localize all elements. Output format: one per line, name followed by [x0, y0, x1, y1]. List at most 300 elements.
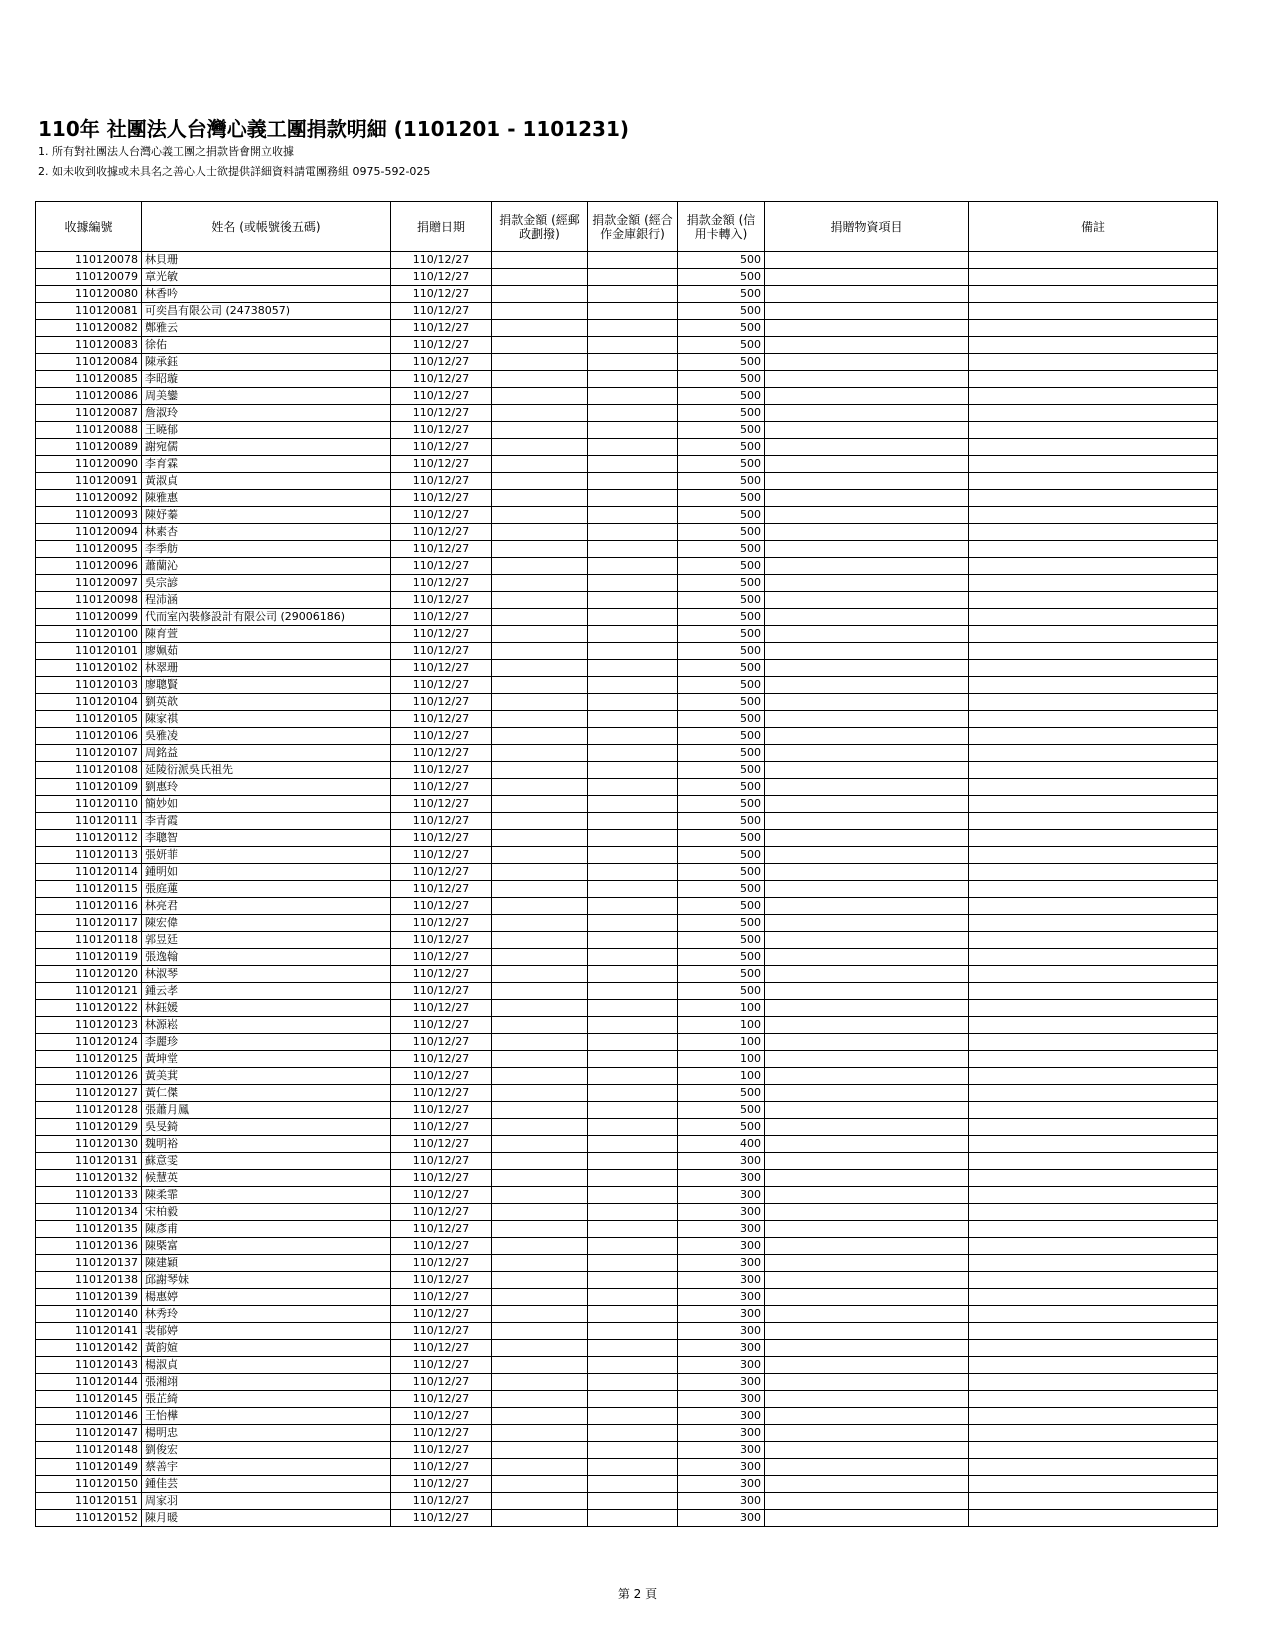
amount-card-cell: 500 [678, 456, 765, 473]
remarks-cell [969, 320, 1218, 337]
donation-date-cell: 110/12/27 [391, 371, 492, 388]
receipt-no-cell: 110120129 [36, 1119, 142, 1136]
donated-items-cell [765, 1034, 969, 1051]
receipt-no-cell: 110120084 [36, 354, 142, 371]
donated-items-cell [765, 1323, 969, 1340]
amount-bank-cell [588, 694, 678, 711]
amount-card-cell: 500 [678, 677, 765, 694]
table-row [36, 1408, 1218, 1425]
remarks-cell [969, 1153, 1218, 1170]
amount-bank-cell [588, 643, 678, 660]
receipt-no-cell: 110120110 [36, 796, 142, 813]
receipt-no-cell: 110120090 [36, 456, 142, 473]
remarks-cell [969, 252, 1218, 269]
amount-card-cell: 300 [678, 1153, 765, 1170]
donor-name-cell: 周美鑾 [142, 388, 391, 405]
amount-bank-cell [588, 575, 678, 592]
donated-items-cell [765, 303, 969, 320]
donor-name-cell: 裴郁婷 [142, 1323, 391, 1340]
table-row [36, 1068, 1218, 1085]
amount-post-cell [492, 1102, 588, 1119]
donated-items-cell [765, 983, 969, 1000]
remarks-cell [969, 286, 1218, 303]
table-row [36, 796, 1218, 813]
donation-date-cell: 110/12/27 [391, 1442, 492, 1459]
amount-bank-cell [588, 1272, 678, 1289]
remarks-cell [969, 1051, 1218, 1068]
remarks-cell [969, 1255, 1218, 1272]
table-row [36, 898, 1218, 915]
amount-bank-cell [588, 558, 678, 575]
donation-date-cell: 110/12/27 [391, 388, 492, 405]
receipt-no-cell: 110120122 [36, 1000, 142, 1017]
header-amount-post: 捐款金額 (經郵政劃撥) [492, 202, 588, 252]
donation-date-cell: 110/12/27 [391, 745, 492, 762]
amount-bank-cell [588, 354, 678, 371]
table-row [36, 337, 1218, 354]
table-row [36, 1340, 1218, 1357]
receipt-no-cell: 110120117 [36, 915, 142, 932]
table-row [36, 728, 1218, 745]
amount-bank-cell [588, 1459, 678, 1476]
amount-bank-cell [588, 898, 678, 915]
remarks-cell [969, 779, 1218, 796]
donor-name-cell: 陳家祺 [142, 711, 391, 728]
donated-items-cell [765, 1442, 969, 1459]
donated-items-cell [765, 405, 969, 422]
donated-items-cell [765, 1238, 969, 1255]
donation-date-cell: 110/12/27 [391, 660, 492, 677]
donor-name-cell: 章光敏 [142, 269, 391, 286]
receipt-no-cell: 110120085 [36, 371, 142, 388]
amount-card-cell: 500 [678, 609, 765, 626]
amount-card-cell: 500 [678, 1102, 765, 1119]
receipt-no-cell: 110120112 [36, 830, 142, 847]
amount-card-cell: 300 [678, 1238, 765, 1255]
amount-post-cell [492, 1017, 588, 1034]
donor-name-cell: 林淑琴 [142, 966, 391, 983]
header-amount-bank: 捐款金額 (經合作金庫銀行) [588, 202, 678, 252]
donated-items-cell [765, 864, 969, 881]
amount-bank-cell [588, 626, 678, 643]
donor-name-cell: 吳旻錡 [142, 1119, 391, 1136]
receipt-no-cell: 110120126 [36, 1068, 142, 1085]
amount-post-cell [492, 252, 588, 269]
amount-post-cell [492, 1085, 588, 1102]
remarks-cell [969, 1272, 1218, 1289]
donated-items-cell [765, 252, 969, 269]
donated-items-cell [765, 422, 969, 439]
remarks-cell [969, 830, 1218, 847]
amount-bank-cell [588, 813, 678, 830]
donation-date-cell: 110/12/27 [391, 694, 492, 711]
donated-items-cell [765, 1391, 969, 1408]
receipt-no-cell: 110120121 [36, 983, 142, 1000]
remarks-cell [969, 660, 1218, 677]
amount-bank-cell [588, 456, 678, 473]
donor-name-cell: 黃韵媗 [142, 1340, 391, 1357]
amount-post-cell [492, 1374, 588, 1391]
remarks-cell [969, 1085, 1218, 1102]
donor-name-cell: 楊惠婷 [142, 1289, 391, 1306]
document-title: 110年 社團法人台灣心義工團捐款明細 (1101201 - 1101231) [38, 117, 630, 141]
donation-date-cell: 110/12/27 [391, 898, 492, 915]
remarks-cell [969, 1459, 1218, 1476]
table-row [36, 371, 1218, 388]
amount-post-cell [492, 269, 588, 286]
table-row [36, 1051, 1218, 1068]
amount-card-cell: 500 [678, 1085, 765, 1102]
table-row [36, 915, 1218, 932]
donor-name-cell: 張湘翊 [142, 1374, 391, 1391]
donation-date-cell: 110/12/27 [391, 1510, 492, 1527]
amount-post-cell [492, 371, 588, 388]
receipt-no-cell: 110120082 [36, 320, 142, 337]
donation-date-cell: 110/12/27 [391, 881, 492, 898]
amount-post-cell [492, 677, 588, 694]
donated-items-cell [765, 1408, 969, 1425]
amount-bank-cell [588, 830, 678, 847]
amount-post-cell [492, 1238, 588, 1255]
amount-card-cell: 300 [678, 1204, 765, 1221]
donation-date-cell: 110/12/27 [391, 1119, 492, 1136]
receipt-no-cell: 110120083 [36, 337, 142, 354]
amount-card-cell: 500 [678, 541, 765, 558]
donation-date-cell: 110/12/27 [391, 915, 492, 932]
donation-date-cell: 110/12/27 [391, 524, 492, 541]
donation-date-cell: 110/12/27 [391, 1493, 492, 1510]
amount-post-cell [492, 694, 588, 711]
amount-card-cell: 500 [678, 779, 765, 796]
donated-items-cell [765, 507, 969, 524]
amount-card-cell: 100 [678, 1000, 765, 1017]
amount-card-cell: 300 [678, 1289, 765, 1306]
amount-post-cell [492, 1136, 588, 1153]
amount-bank-cell [588, 796, 678, 813]
donated-items-cell [765, 1119, 969, 1136]
table-row [36, 966, 1218, 983]
donated-items-cell [765, 575, 969, 592]
amount-post-cell [492, 1051, 588, 1068]
amount-post-cell [492, 1442, 588, 1459]
amount-post-cell [492, 524, 588, 541]
receipt-no-cell: 110120080 [36, 286, 142, 303]
table-row [36, 541, 1218, 558]
amount-bank-cell [588, 1510, 678, 1527]
donated-items-cell [765, 728, 969, 745]
amount-post-cell [492, 354, 588, 371]
donated-items-cell [765, 388, 969, 405]
receipt-no-cell: 110120111 [36, 813, 142, 830]
amount-post-cell [492, 1034, 588, 1051]
remarks-cell [969, 1238, 1218, 1255]
donated-items-cell [765, 1374, 969, 1391]
amount-post-cell [492, 490, 588, 507]
donor-name-cell: 張妍菲 [142, 847, 391, 864]
amount-card-cell: 300 [678, 1425, 765, 1442]
amount-card-cell: 500 [678, 847, 765, 864]
receipt-no-cell: 110120142 [36, 1340, 142, 1357]
amount-card-cell: 100 [678, 1017, 765, 1034]
contact-note: 2. 如未收到收據或未具名之善心人士欲提供詳細資料請電團務組 0975-592-025 [38, 165, 431, 178]
table-row [36, 660, 1218, 677]
donated-items-cell [765, 1136, 969, 1153]
donated-items-cell [765, 1459, 969, 1476]
donated-items-cell [765, 711, 969, 728]
amount-post-cell [492, 762, 588, 779]
remarks-cell [969, 711, 1218, 728]
donation-date-cell: 110/12/27 [391, 354, 492, 371]
amount-card-cell: 300 [678, 1442, 765, 1459]
remarks-cell [969, 541, 1218, 558]
donated-items-cell [765, 1221, 969, 1238]
amount-bank-cell [588, 1289, 678, 1306]
receipt-no-cell: 110120099 [36, 609, 142, 626]
table-row [36, 1170, 1218, 1187]
donation-date-cell: 110/12/27 [391, 864, 492, 881]
remarks-cell [969, 1408, 1218, 1425]
donor-name-cell: 廖姵茹 [142, 643, 391, 660]
table-row [36, 1442, 1218, 1459]
donated-items-cell [765, 490, 969, 507]
donation-date-cell: 110/12/27 [391, 1374, 492, 1391]
amount-post-cell [492, 1493, 588, 1510]
donated-items-cell [765, 830, 969, 847]
table-row [36, 592, 1218, 609]
donated-items-cell [765, 354, 969, 371]
table-row [36, 694, 1218, 711]
receipt-no-cell: 110120146 [36, 1408, 142, 1425]
donated-items-cell [765, 847, 969, 864]
amount-card-cell: 500 [678, 303, 765, 320]
amount-card-cell: 500 [678, 388, 765, 405]
donation-date-cell: 110/12/27 [391, 847, 492, 864]
amount-post-cell [492, 1408, 588, 1425]
amount-post-cell [492, 286, 588, 303]
remarks-cell [969, 1170, 1218, 1187]
receipt-no-cell: 110120138 [36, 1272, 142, 1289]
amount-card-cell: 500 [678, 286, 765, 303]
donated-items-cell [765, 966, 969, 983]
donation-date-cell: 110/12/27 [391, 1102, 492, 1119]
donated-items-cell [765, 541, 969, 558]
amount-post-cell [492, 473, 588, 490]
receipt-no-cell: 110120115 [36, 881, 142, 898]
amount-card-cell: 500 [678, 490, 765, 507]
amount-card-cell: 500 [678, 711, 765, 728]
donation-date-cell: 110/12/27 [391, 626, 492, 643]
donor-name-cell: 李季舫 [142, 541, 391, 558]
receipt-no-cell: 110120149 [36, 1459, 142, 1476]
remarks-cell [969, 762, 1218, 779]
receipt-no-cell: 110120100 [36, 626, 142, 643]
donor-name-cell: 周銘益 [142, 745, 391, 762]
receipt-no-cell: 110120108 [36, 762, 142, 779]
table-row [36, 1476, 1218, 1493]
donation-date-cell: 110/12/27 [391, 575, 492, 592]
receipt-no-cell: 110120114 [36, 864, 142, 881]
receipt-no-cell: 110120104 [36, 694, 142, 711]
remarks-cell [969, 1119, 1218, 1136]
amount-bank-cell [588, 949, 678, 966]
amount-bank-cell [588, 507, 678, 524]
donation-date-cell: 110/12/27 [391, 1204, 492, 1221]
amount-post-cell [492, 575, 588, 592]
amount-card-cell: 300 [678, 1221, 765, 1238]
donation-date-cell: 110/12/27 [391, 473, 492, 490]
amount-card-cell: 300 [678, 1493, 765, 1510]
table-row [36, 456, 1218, 473]
donation-date-cell: 110/12/27 [391, 337, 492, 354]
donation-date-cell: 110/12/27 [391, 830, 492, 847]
remarks-cell [969, 915, 1218, 932]
amount-card-cell: 100 [678, 1051, 765, 1068]
amount-card-cell: 500 [678, 830, 765, 847]
remarks-cell [969, 337, 1218, 354]
donated-items-cell [765, 898, 969, 915]
amount-card-cell: 300 [678, 1476, 765, 1493]
donation-date-cell: 110/12/27 [391, 507, 492, 524]
table-row [36, 405, 1218, 422]
remarks-cell [969, 1136, 1218, 1153]
amount-post-cell [492, 949, 588, 966]
remarks-cell [969, 1034, 1218, 1051]
receipt-no-cell: 110120134 [36, 1204, 142, 1221]
header-items: 捐贈物資項目 [765, 202, 969, 252]
receipt-no-cell: 110120079 [36, 269, 142, 286]
amount-card-cell: 300 [678, 1187, 765, 1204]
donation-date-cell: 110/12/27 [391, 541, 492, 558]
remarks-cell [969, 847, 1218, 864]
donated-items-cell [765, 932, 969, 949]
donor-name-cell: 吳雅凌 [142, 728, 391, 745]
donation-date-cell: 110/12/27 [391, 303, 492, 320]
table-row [36, 1119, 1218, 1136]
amount-card-cell: 500 [678, 949, 765, 966]
amount-card-cell: 500 [678, 881, 765, 898]
donor-name-cell: 陳妤蓁 [142, 507, 391, 524]
donation-table [35, 201, 1218, 1527]
donor-name-cell: 張芷綺 [142, 1391, 391, 1408]
donor-name-cell: 蘇意雯 [142, 1153, 391, 1170]
header-name: 姓名 (或帳號後五碼) [142, 202, 391, 252]
table-row [36, 847, 1218, 864]
amount-bank-cell [588, 252, 678, 269]
donated-items-cell [765, 1170, 969, 1187]
amount-card-cell: 500 [678, 371, 765, 388]
receipt-no-cell: 110120081 [36, 303, 142, 320]
amount-card-cell: 500 [678, 745, 765, 762]
donor-name-cell: 李育霖 [142, 456, 391, 473]
amount-bank-cell [588, 1306, 678, 1323]
amount-card-cell: 500 [678, 320, 765, 337]
table-row [36, 779, 1218, 796]
donation-date-cell: 110/12/27 [391, 592, 492, 609]
amount-card-cell: 400 [678, 1136, 765, 1153]
donated-items-cell [765, 694, 969, 711]
table-row [36, 507, 1218, 524]
donation-date-cell: 110/12/27 [391, 439, 492, 456]
table-row [36, 762, 1218, 779]
amount-bank-cell [588, 864, 678, 881]
donation-date-cell: 110/12/27 [391, 422, 492, 439]
donated-items-cell [765, 439, 969, 456]
amount-post-cell [492, 456, 588, 473]
donated-items-cell [765, 1085, 969, 1102]
donor-name-cell: 林鈺媛 [142, 1000, 391, 1017]
table-row [36, 1306, 1218, 1323]
remarks-cell [969, 864, 1218, 881]
donor-name-cell: 徐佑 [142, 337, 391, 354]
donation-date-cell: 110/12/27 [391, 1340, 492, 1357]
amount-post-cell [492, 541, 588, 558]
amount-post-cell [492, 1187, 588, 1204]
donation-date-cell: 110/12/27 [391, 1323, 492, 1340]
donation-date-cell: 110/12/27 [391, 252, 492, 269]
receipt-no-cell: 110120125 [36, 1051, 142, 1068]
amount-card-cell: 500 [678, 269, 765, 286]
receipt-no-cell: 110120141 [36, 1323, 142, 1340]
donation-date-cell: 110/12/27 [391, 643, 492, 660]
remarks-cell [969, 745, 1218, 762]
donated-items-cell [765, 524, 969, 541]
donor-name-cell: 吳宗諺 [142, 575, 391, 592]
donor-name-cell: 黃仁傑 [142, 1085, 391, 1102]
receipt-no-cell: 110120152 [36, 1510, 142, 1527]
amount-post-cell [492, 609, 588, 626]
donated-items-cell [765, 592, 969, 609]
table-row [36, 1493, 1218, 1510]
remarks-cell [969, 473, 1218, 490]
receipt-no-cell: 110120128 [36, 1102, 142, 1119]
amount-bank-cell [588, 609, 678, 626]
donation-date-cell: 110/12/27 [391, 1136, 492, 1153]
donor-name-cell: 鍾云孝 [142, 983, 391, 1000]
donated-items-cell [765, 796, 969, 813]
amount-post-cell [492, 558, 588, 575]
amount-post-cell [492, 745, 588, 762]
donation-date-cell: 110/12/27 [391, 1153, 492, 1170]
amount-bank-cell [588, 932, 678, 949]
amount-bank-cell [588, 728, 678, 745]
table-row [36, 286, 1218, 303]
amount-post-cell [492, 728, 588, 745]
amount-post-cell [492, 1272, 588, 1289]
table-row [36, 1085, 1218, 1102]
donor-name-cell: 鍾明如 [142, 864, 391, 881]
amount-card-cell: 500 [678, 660, 765, 677]
donation-date-cell: 110/12/27 [391, 1357, 492, 1374]
donation-date-cell: 110/12/27 [391, 456, 492, 473]
donation-date-cell: 110/12/27 [391, 269, 492, 286]
remarks-cell [969, 1204, 1218, 1221]
receipt-no-cell: 110120127 [36, 1085, 142, 1102]
amount-bank-cell [588, 762, 678, 779]
donation-date-cell: 110/12/27 [391, 1068, 492, 1085]
remarks-cell [969, 456, 1218, 473]
amount-card-cell: 500 [678, 252, 765, 269]
amount-post-cell [492, 1221, 588, 1238]
amount-bank-cell [588, 473, 678, 490]
table-row [36, 949, 1218, 966]
amount-bank-cell [588, 1034, 678, 1051]
table-row [36, 830, 1218, 847]
amount-post-cell [492, 439, 588, 456]
amount-post-cell [492, 1306, 588, 1323]
amount-post-cell [492, 1000, 588, 1017]
amount-post-cell [492, 1119, 588, 1136]
amount-card-cell: 500 [678, 626, 765, 643]
